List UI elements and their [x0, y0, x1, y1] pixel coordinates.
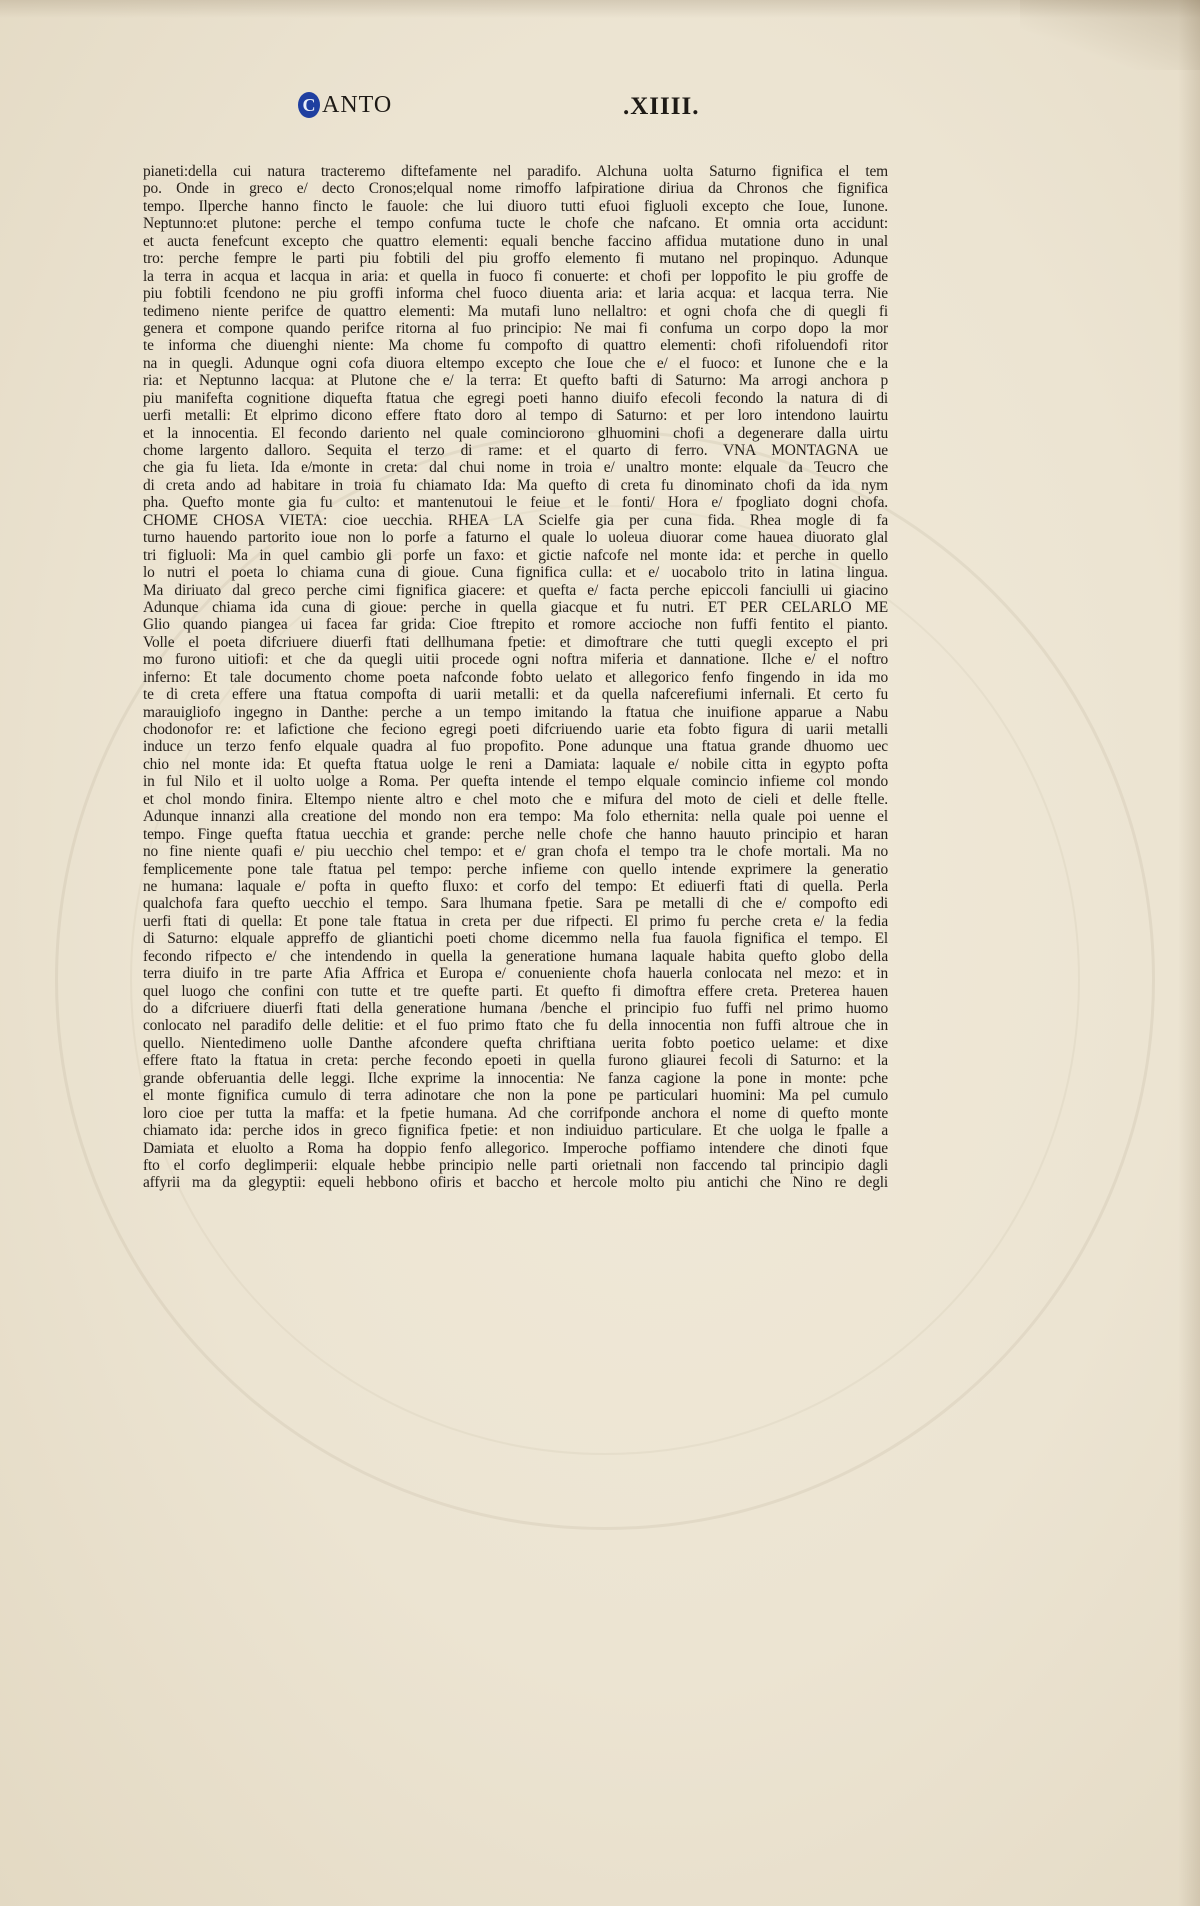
- text-line: qualchofa fara quefto uecchio el tempo. Sara lhumana fpetie. Sara pe metalli di che e/ compofto edi: [143, 895, 888, 913]
- text-line: marauigliofo ingegno in Danthe: perche a un tempo imitando la ftatua che inuifione apparue a Nabu: [143, 703, 888, 721]
- text-line: te informa che diuenghi niente: Ma chome fu compofto di quattro elementi: chofi rifoluendofi ritor: [143, 337, 888, 355]
- text-line: lo nutri el poeta lo chiama cuna di gioue. Cuna fignifica culla: et e/ uocabolo trito in latina lingua.: [143, 564, 888, 582]
- text-line: inferno: Et tale documento chome poeta nafconde fobto uelato et allegorico fenfo fingendo in ida mo: [143, 668, 888, 686]
- text-line: Glio quando piangea ui facea far grida: Cioe ftrepito et romore accioche non fuffi fentito el pianto.: [143, 616, 888, 634]
- text-line: loro cioe per tutta la maffa: et la fpetie humana. Ad che corrifponde anchora el nome di quefto monte: [143, 1104, 888, 1122]
- text-line: che gia fu lieta. Ida e/monte in creta: dal chui nome in troia e/ unaltro monte: elquale da Teucro che: [143, 459, 888, 477]
- text-line: tro: perche fempre le parti piu fobtili del piu groffo elemento fi mutano nel propinquo. Adunque: [143, 250, 888, 268]
- text-line: Volle el poeta difcriuere diuerfi ftati dellhumana fpetie: et dimoftrare che tutti quegli excepto el pri: [143, 633, 888, 651]
- text-line: te di creta effere una ftatua compofta di uarii metalli: et da quella nafcerefiumi infernali. Et certo fu: [143, 686, 888, 704]
- text-line: uerfi ftati di quella: Et pone tale ftatua in creta per due rifpecti. El primo fu perche creta e/ la fedia: [143, 912, 888, 930]
- text-line: di creta ando ad habitare in troia fu chiamato Ida: Ma quefto di creta fu dinominato chofi da ida nym: [143, 476, 888, 494]
- text-line: piu manifefta cognitione diquefta ftatua che egregi poeti hanno diuifo efecoli fecondo la natura di di: [143, 389, 888, 407]
- page-corner-wear: [1020, 0, 1200, 70]
- text-line: fecondo rifpecto e/ che intendendo in quella la generatione humana laquale habita quefto globo della: [143, 947, 888, 965]
- text-line: el monte fignifica cumulo di terra adinotare che non la pone pe particulari huomini: Ma pel cumulo: [143, 1087, 888, 1105]
- text-line: tempo. Ilperche hanno fincto le fauole: che lui diuoro tutti efuoi figluoli excepto che Ioue, Iunone.: [143, 197, 888, 215]
- text-line: na in quegli. Adunque ogni cofa diuora eltempo excepto che Ioue che e/ el fuoco: et Iunone che e la: [143, 354, 888, 372]
- text-line: tri figluoli: Ma in quel cambio gli porfe un faxo: et gictie nafcofe nel monte ida: et perche in quello: [143, 546, 888, 564]
- text-line: do a difcriuere diuerfi ftati della generatione humana /benche el principio fuo fuffi nel primo huomo: [143, 1000, 888, 1017]
- text-line: genera et compone quando perifce ritorna al fuo principio: Ne mai fi confuma un corpo dopo la mor: [143, 319, 888, 337]
- text-line: Adunque innanzi alla creatione del mondo non era tempo: Ma folo ethernita: nella quale poi uenne el: [143, 808, 888, 826]
- text-line: conlocato nel paradifo delle delitie: et el fuo primo ftato che fu della innocentia non fuffi altroue che in: [143, 1017, 888, 1035]
- text-line: ne humana: laquale e/ pofta in quefto fluxo: et corfo del tempo: Et ediuerfi ftati di quella. Perla: [143, 877, 888, 895]
- text-line: et aucta fenefcunt excepto che quattro elementi: equali benche faccino affidua mutatione duno in unal: [143, 232, 888, 250]
- page-header: [298, 92, 718, 128]
- text-line: chome largento dalloro. Sequita el terzo di rame: et el quarto di ferro. VNA MONTAGNA ue: [143, 442, 888, 459]
- text-line: quel luogo che confini con tutte et tre quefte parti. Et quefto fi dimoftra effere creta. Preterea hauen: [143, 982, 888, 1000]
- text-line: induce un terzo fenfo elquale quadra al fuo propofito. Pone adunque una ftatua grande dhuomo uec: [143, 738, 888, 756]
- text-line: no fine niente quafi e/ piu uecchio chel tempo: et e/ gran chofa el tempo tra le chofe mortali. Ma no: [143, 843, 888, 861]
- text-line: Ma diriuato dal greco perche cimi fignifica giacere: et quefta e/ facta perche epiccoli fanciulli ui giacino: [143, 581, 888, 599]
- text-line: quello. Nientedimeno uolle Danthe afcondere quefta chriftiana uerita fobto poetico uelame: et dixe: [143, 1034, 888, 1052]
- text-line: fto el corfo deglimperii: elquale hebbe principio nelle parti orietnali non faccendo tal principio dagli: [143, 1156, 888, 1174]
- text-line: CHOME CHOSA VIETA: cioe uecchia. RHEA LA Scielfe gia per cuna fida. Rhea mogle di fa: [143, 511, 888, 529]
- text-line: po. Onde in greco e/ decto Cronos;elqual nome rimoffo lafpiratione diriua da Chronos che fignifica: [143, 180, 888, 198]
- commentary-text-block: [143, 163, 888, 1192]
- text-line: Neptunno:et plutone: perche el tempo confuma tucte le chofe che nafcano. Et omnia orta accidunt:: [143, 215, 888, 233]
- text-line: turno hauendo partorito ioue non lo porfe a faturno el quale lo uoleua diuorar come hauea diuorato glal: [143, 529, 888, 547]
- text-line: tedimeno niente perifce de quattro elementi: Ma mutafi luno nellaltro: et ogni chofa che di quegli fi: [143, 302, 888, 320]
- text-line: chio nel monte ida: Et quefta ftatua uolge le reni a Damiata: laquale e/ nobile citta in egypto pofta: [143, 755, 888, 773]
- text-line: pianeti:della cui natura tracteremo diftefamente nel paradifo. Alchuna uolta Saturno fignifica el tem: [143, 163, 888, 180]
- text-line: tempo. Finge quefta ftatua uecchia et grande: perche nelle chofe che hanno hauuto principio et haran: [143, 825, 888, 843]
- text-line: chodonofor re: et lafictione che feciono egregi poeti difcriuendo uarie eta fobto figura di uarii metalli: [143, 721, 888, 738]
- text-line: ria: et Neptunno lacqua: at Plutone che e/ la terra: Et quefto bafti di Saturno: Ma arrogi anchora p: [143, 372, 888, 390]
- canto-number: .XIIII.: [623, 93, 700, 120]
- page-right-edge: [1178, 0, 1200, 1906]
- text-line: chiamato ida: perche idos in greco fignifica fpetie: et non indiuiduo particulare. Et che uolga le fpalle a: [143, 1122, 888, 1140]
- text-line: in ful Nilo et il uolto uolge a Roma. Per quefta intende el tempo elquale comincio infieme col mondo: [143, 773, 888, 791]
- text-line: grande obferuantia delle leggi. Ilche exprime la innocentia: Ne fanza cagione la pone in monte: pche: [143, 1069, 888, 1087]
- illuminated-initial: C: [298, 92, 320, 118]
- text-line: femplicemente pone tale ftatua pel tempo: perche infieme con quello intende exprimere la generatio: [143, 860, 888, 878]
- text-line: affyrii ma da glegyptii: equeli hebbono ofiris et baccho et hercole molto piu antichi che Nino re degli: [143, 1174, 888, 1192]
- text-line: mo furono uitiofi: et che da quegli uitii procede ogni noftra miferia et dannatione. Ilche e/ el noftro: [143, 651, 888, 669]
- text-line: la terra in acqua et lacqua in aria: et quella in fuoco fi conuerte: et chofi per loppofito le piu groffe de: [143, 267, 888, 285]
- text-line: terra diuifo in tre parte Afia Affrica et Europa e/ conueniente chofa hauerla conlocata nel mezo: et in: [143, 965, 888, 983]
- text-line: Adunque chiama ida cuna di gioue: perche in quella giacque et fu nutri. ET PER CELARLO ME: [143, 598, 888, 616]
- text-line: uerfi metalli: Et elprimo dicono effere ftato doro al tempo di Saturno: et per loro intendono lauirtu: [143, 407, 888, 425]
- text-line: di Saturno: elquale appreffo de gliantichi poeti chome dicemmo nella fua fauola fignifica el tempo. El: [143, 930, 888, 948]
- text-line: pha. Quefto monte gia fu culto: et mantenutoui le feiue et le fonti/ Hora e/ fpogliato dogni chofa.: [143, 494, 888, 512]
- text-line: piu fobtili fcendono ne piu groffi informa chel fuoco diuenta aria: et laria acqua: et lacqua terra. Nie: [143, 285, 888, 303]
- text-line: effere ftato la ftatua in creta: perche fecondo epoeti in quella furono gliaurei fecoli di Saturno: et la: [143, 1052, 888, 1070]
- canto-label: ANTO: [322, 92, 393, 118]
- text-line: et chol mondo finira. Eltempo niente altro e chel moto che e mifura del moto de cieli et delle ftelle.: [143, 790, 888, 808]
- text-line: et la innocentia. El fecondo dariento nel quale cominciorono glhuomini chofi a degenerare dalla uirtu: [143, 424, 888, 442]
- text-line: Damiata et eluolto a Roma ha doppio fenfo allegorico. Imperoche poffiamo intendere che dinoti fque: [143, 1139, 888, 1157]
